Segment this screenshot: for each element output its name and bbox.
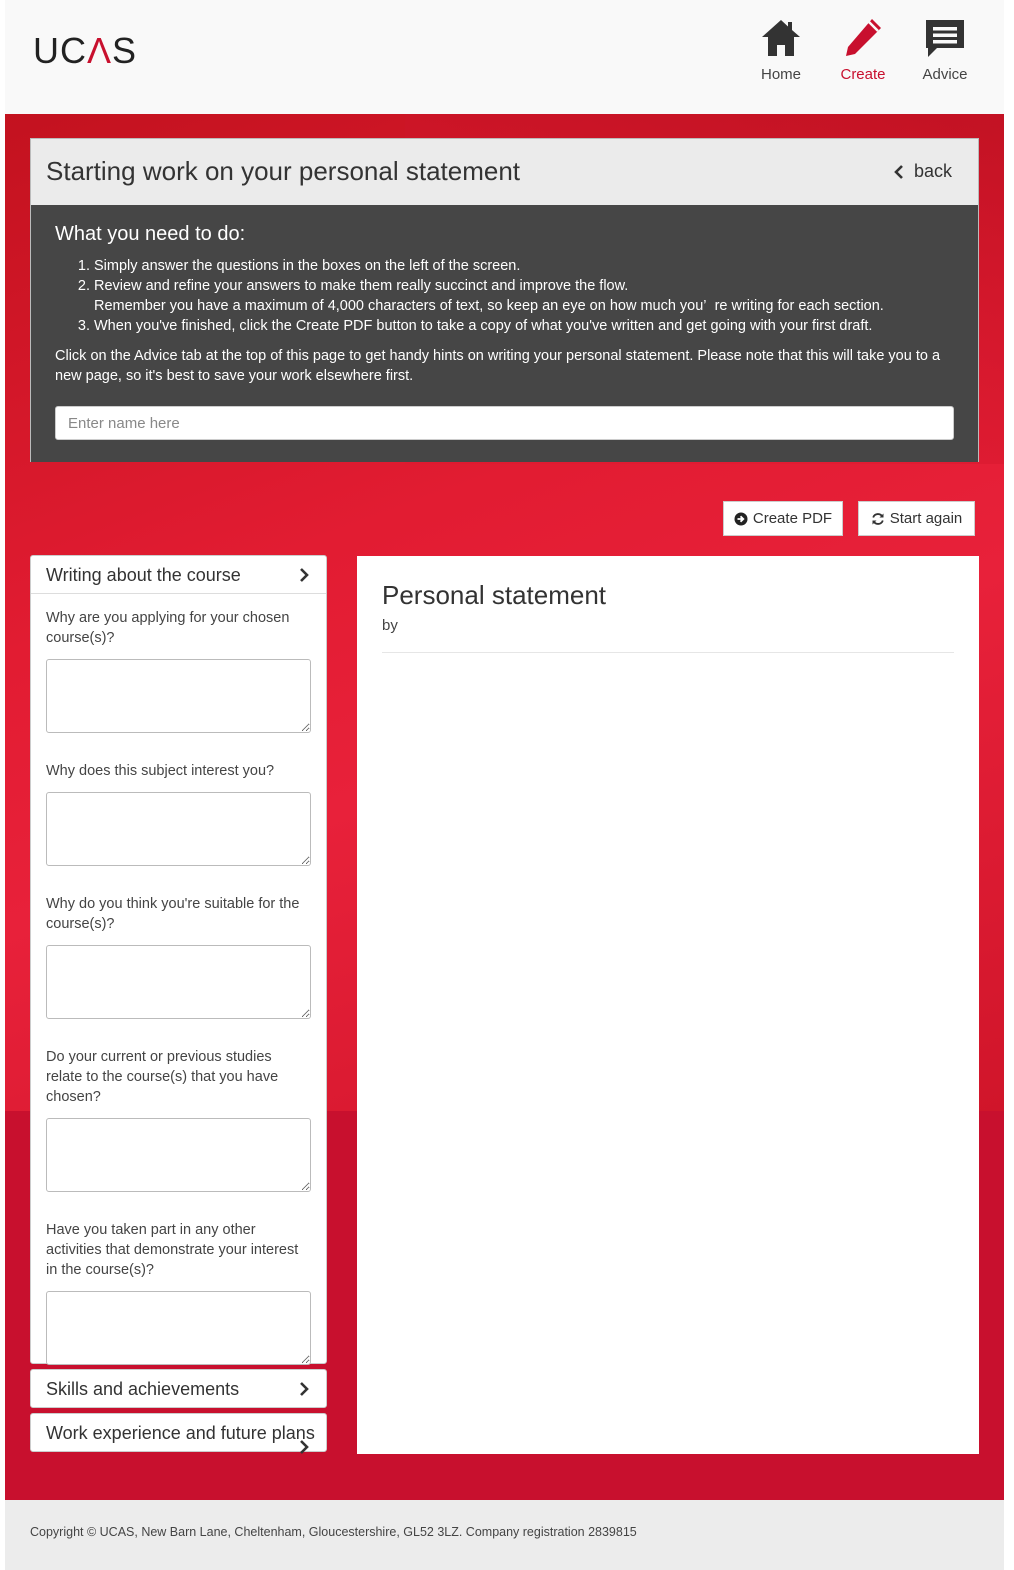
chevron-right-icon	[298, 1382, 310, 1396]
intro-panel	[30, 138, 979, 462]
answer-textarea[interactable]	[46, 1118, 311, 1192]
statement-preview	[357, 556, 979, 1454]
name-input[interactable]	[55, 406, 954, 440]
answer-textarea[interactable]	[46, 659, 311, 733]
chat-icon	[923, 16, 967, 60]
nav-home[interactable]	[740, 16, 822, 83]
instruction-step: 1. Simply answer the questions in the boxes on the left of the screen.	[94, 256, 954, 276]
refresh-icon	[871, 512, 885, 526]
instructions-list	[55, 256, 954, 336]
instructions-box	[31, 205, 978, 462]
copyright-text: Copyright © UCAS, New Barn Lane, Cheltenham, Gloucestershire, GL52 3LZ. Company registration 2839815	[30, 1525, 637, 1539]
back-label: back	[913, 161, 952, 181]
question-label: Why do you think you're suitable for the course(s)?	[46, 896, 300, 932]
page-title: Starting work on your personal statement	[46, 156, 521, 186]
site-header	[5, 0, 1004, 114]
nav-home-label: Home	[760, 66, 801, 83]
chevron-right-icon	[298, 1440, 310, 1454]
section-skills[interactable]	[30, 1369, 327, 1408]
section-course	[30, 555, 327, 1364]
chevron-right-icon	[298, 568, 310, 582]
back-link[interactable]	[892, 161, 952, 182]
instruction-note: Remember you have a maximum of 4,000 characters of text, so keep an eye on how much you’ re writing for each section.	[94, 298, 884, 314]
preview-title: Personal statement	[382, 580, 607, 610]
advice-note: Click on the Advice tab at the top of this page to get handy hints on writing your personal statement. Please note that this will take you to a new page, so it's best to save your work elsewhere first.	[55, 348, 941, 384]
nav-create[interactable]	[822, 16, 904, 83]
section-course-body	[31, 594, 326, 1365]
create-pdf-label: Create PDF	[752, 510, 833, 527]
nav-create-label: Create	[840, 66, 886, 83]
section-skills-title: Skills and achievements	[46, 1379, 240, 1399]
instruction-step: 3. When you've finished, click the Create PDF button to take a copy of what you've written and get going with your first draft.	[94, 316, 954, 336]
answer-textarea[interactable]	[46, 945, 311, 1019]
question-label: Why are you applying for your chosen course(s)?	[46, 610, 290, 646]
chevron-left-icon	[892, 165, 906, 179]
home-icon	[759, 16, 803, 60]
instructions-heading: What you need to do:	[55, 223, 246, 245]
ucas-logo[interactable]: UCΛS	[33, 30, 138, 71]
section-work[interactable]	[30, 1413, 327, 1452]
instruction-step	[94, 276, 954, 316]
start-again-label: Start again	[889, 510, 963, 527]
section-course-header[interactable]	[31, 556, 326, 594]
create-pdf-button[interactable]	[723, 501, 843, 536]
section-skills-header[interactable]	[31, 1370, 326, 1408]
main-nav	[740, 16, 986, 83]
instruction-step-text: Review and refine your answers to make them really succinct and improve the flow.	[94, 278, 629, 294]
section-course-title: Writing about the course	[46, 565, 241, 585]
nav-advice-label: Advice	[922, 66, 968, 83]
question-label: Do your current or previous studies relate to the course(s) that you have chosen?	[46, 1049, 279, 1105]
section-work-header[interactable]	[31, 1414, 326, 1452]
start-again-button[interactable]	[858, 501, 975, 536]
question-label: Have you taken part in any other activities that demonstrate your interest in the course(s)?	[46, 1222, 299, 1278]
pencil-icon	[841, 16, 885, 60]
section-work-title: Work experience and future plans	[46, 1423, 315, 1443]
divider	[382, 652, 954, 653]
intro-header	[31, 139, 978, 205]
answer-textarea[interactable]	[46, 1291, 311, 1365]
site-footer	[5, 1500, 1004, 1570]
arrow-circle-right-icon	[734, 512, 748, 526]
answer-textarea[interactable]	[46, 792, 311, 866]
nav-advice[interactable]	[904, 16, 986, 83]
question-label: Why does this subject interest you?	[46, 763, 275, 779]
preview-by: by	[382, 617, 398, 634]
